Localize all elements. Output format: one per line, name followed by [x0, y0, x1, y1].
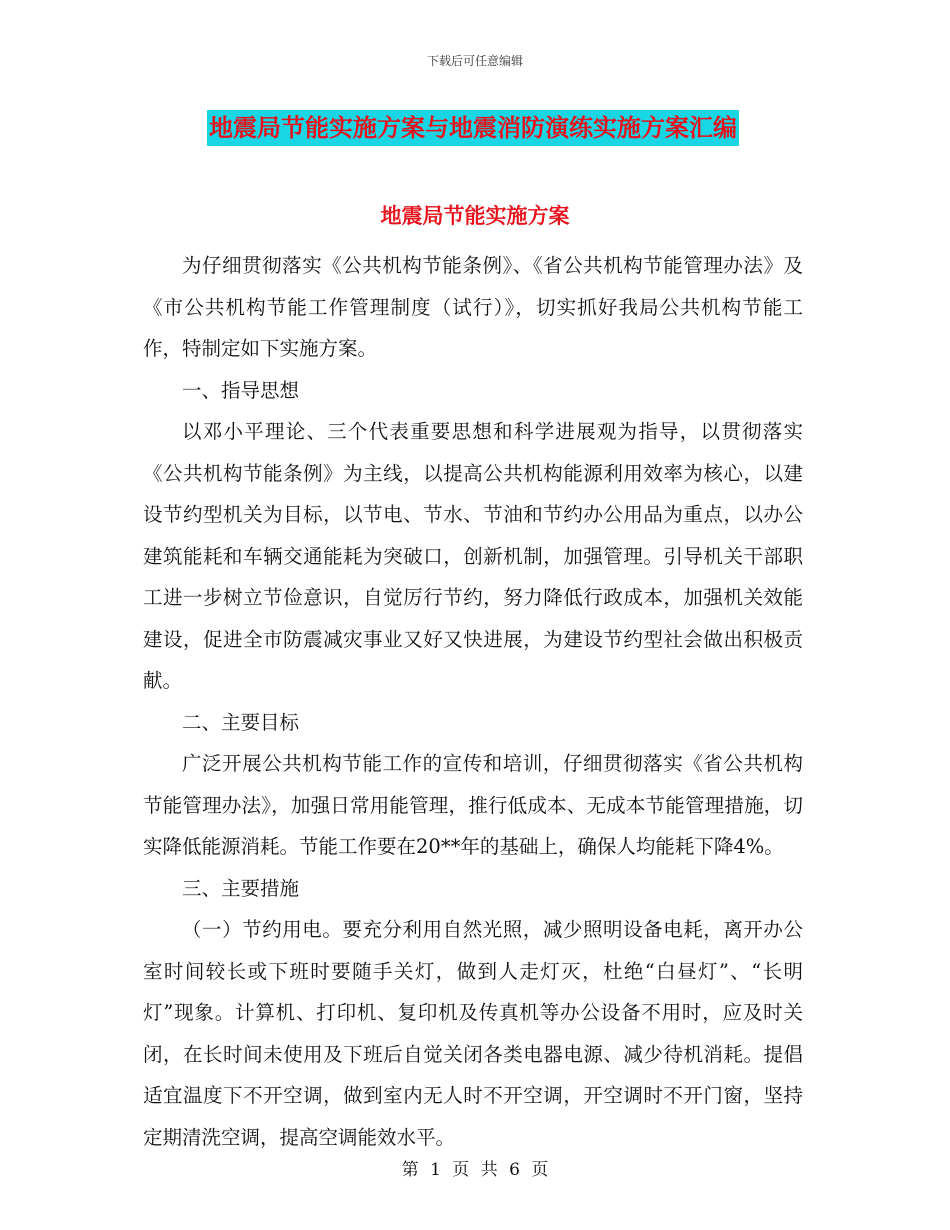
paragraph-save-electricity: （一）节约用电。要充分利用自然光照，减少照明设备电耗，离开办公室时间较长或下班时要随手关灯，做到人走灯灭，杜绝“白昼灯”、“长明灯”现象。计算机、打印机、复印机及传真机等办公设备不用时，应及时关闭，在长时间未使用及下班后自觉关闭各类电器电源、减少待机消耗。提倡适宜温度下不开空调，做到室内无人时不开空调，开空调时不开门窗，坚持定期清洗空调，提高空调能效水平。 — [143, 918, 803, 1149]
document-body — [143, 245, 803, 1158]
paragraph-guiding-thought: 以邓小平理论、三个代表重要思想和科学进展观为指导，以贯彻落实《公共机构节能条例》为主线，以提高公共机构能源利用效率为核心，以建设节约型机关为目标，以节电、节水、节油和节约办公用品为重点，以办公建筑能耗和车辆交通能耗为突破口，创新机制，加强管理。引导机关干部职工进一步树立节俭意识，自觉厉行节约，努力降低行政成本，加强机关效能建设，促进全市防震减灾事业又好又快进展，为建设节约型社会做出积极贡献。 — [143, 420, 803, 692]
heading-guiding-thought: 一、指导思想 — [182, 378, 300, 402]
paragraph-main-goals: 广泛开展公共机构节能工作的宣传和培训，仔细贯彻落实《省公共机构节能管理办法》，加强日常用能管理，推行低成本、无成本节能管理措施，切实降低能源消耗。节能工作要在20**年的基础上，确保人均能耗下降4%。 — [143, 752, 803, 858]
document-title: 地震局节能实施方案与地震消防演练实施方案汇编 — [207, 110, 739, 146]
paragraph-intro: 为仔细贯彻落实《公共机构节能条例》、《省公共机构节能管理办法》及《市公共机构节能工作管理制度（试行）》，切实抓好我局公共机构节能工作，特制定如下实施方案。 — [143, 254, 803, 360]
section-title: 地震局节能实施方案 — [380, 204, 570, 228]
header-note: 下载后可任意编辑 — [426, 54, 523, 68]
heading-main-measures: 三、主要措施 — [182, 876, 300, 900]
heading-main-goals: 二、主要目标 — [182, 710, 300, 734]
page-number-footer: 第 1 页 共 6 页 — [401, 1160, 549, 1180]
